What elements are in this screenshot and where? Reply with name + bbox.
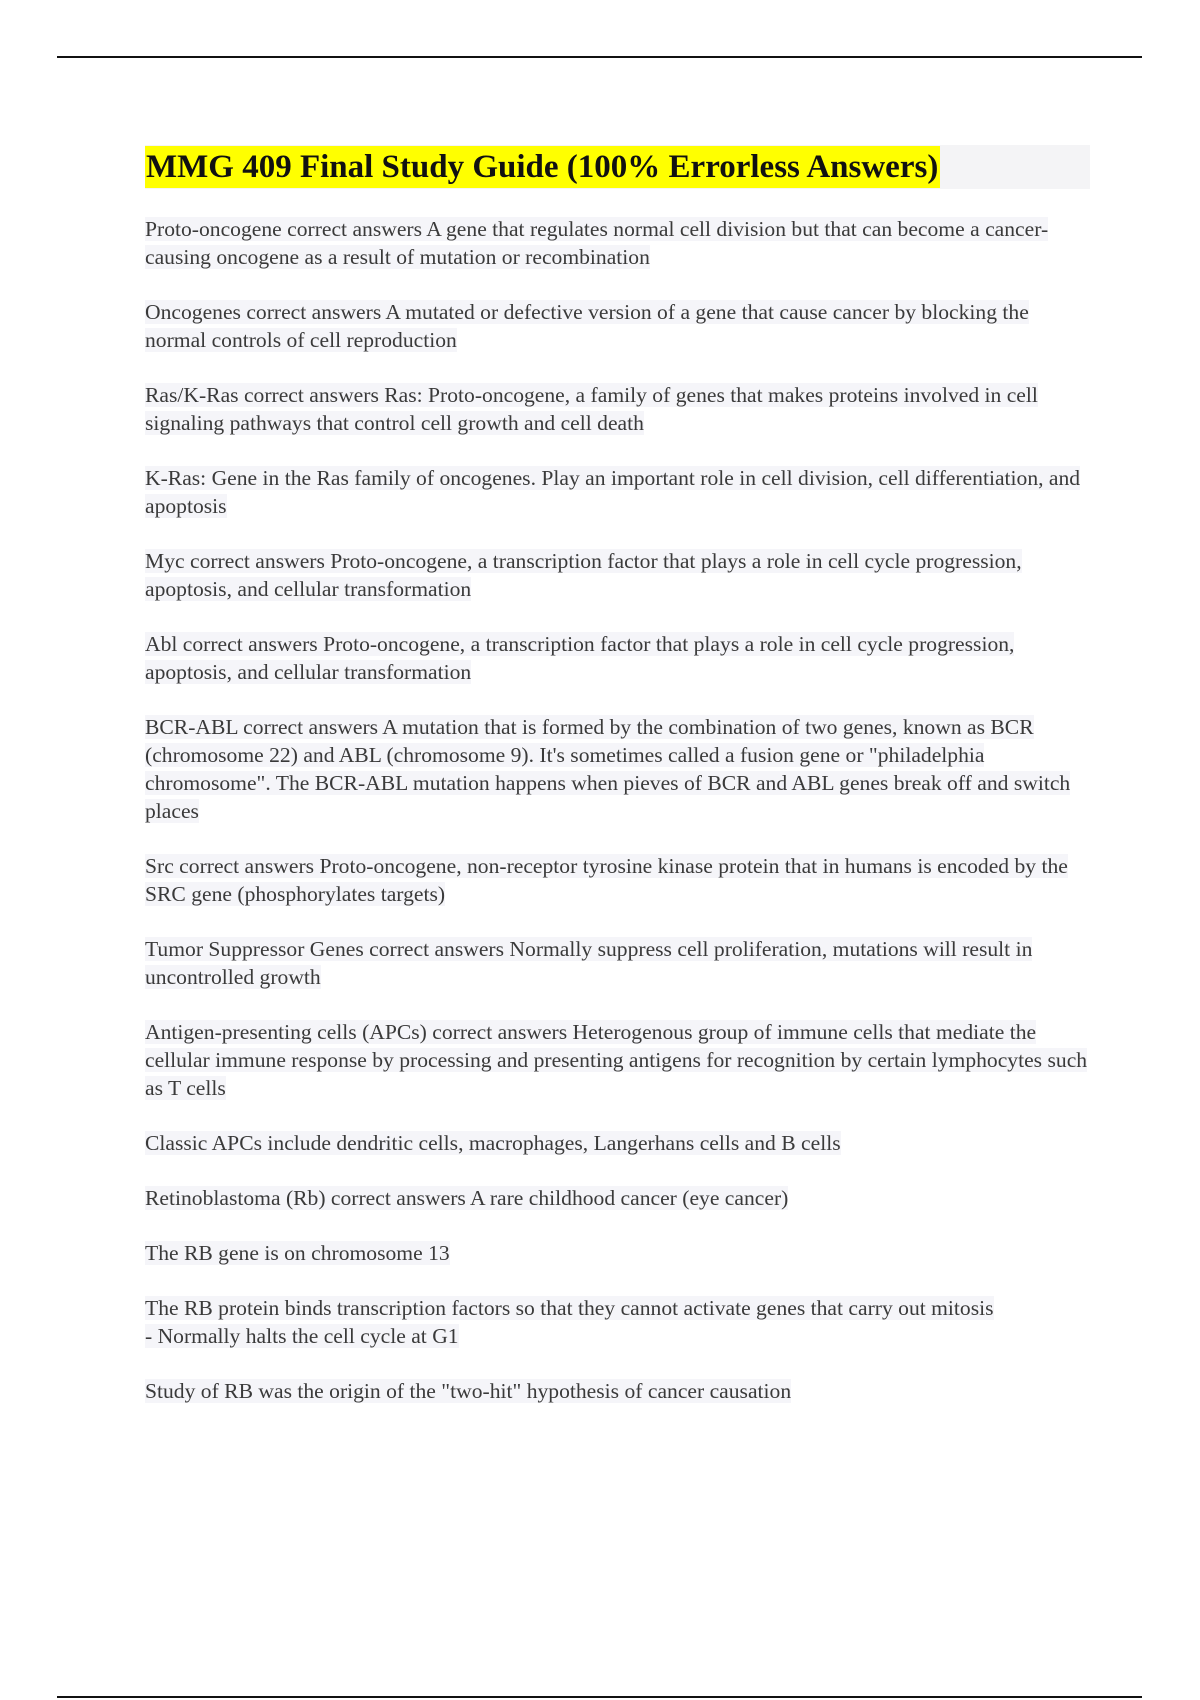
- entry-tumor-suppressor: [145, 935, 1090, 991]
- entry-abl: [145, 630, 1090, 686]
- entry-text: Antigen-presenting cells (APCs) correct answers Heterogenous group of immune cells that mediate the cellular immune response by processing and presenting antigens for recognition by certain lymphocytes such as T cells: [145, 1020, 1088, 1100]
- entry-list: [145, 215, 1090, 1405]
- entry-proto-oncogene: [145, 215, 1090, 271]
- entry-text: Abl correct answers Proto-oncogene, a transcription factor that plays a role in cell cycle progression, apoptosis, and cellular transformation: [145, 632, 1015, 684]
- entry-text: BCR-ABL correct answers A mutation that is formed by the combination of two genes, known as BCR (chromosome 22) and ABL (chromosome 9). It's sometimes called a fusion gene or "philadelphia chromosome". The BCR-ABL mutation happens when pieves of BCR and ABL genes break off and switch places: [145, 715, 1071, 823]
- entry-k-ras: [145, 464, 1090, 520]
- entry-text: Study of RB was the origin of the "two-hit" hypothesis of cancer causation: [145, 1379, 792, 1403]
- entry-rb-gene: [145, 1239, 1090, 1267]
- entry-text: Tumor Suppressor Genes correct answers Normally suppress cell proliferation, mutations will result in uncontrolled growth: [145, 937, 1033, 989]
- title-band: [145, 145, 1090, 189]
- entry-ras: [145, 381, 1090, 437]
- entry-apcs: [145, 1018, 1090, 1102]
- entry-text: Myc correct answers Proto-oncogene, a transcription factor that plays a role in cell cycle progression, apoptosis, and cellular transformation: [145, 549, 1022, 601]
- entry-myc: [145, 547, 1090, 603]
- entry-retinoblastoma: [145, 1184, 1090, 1212]
- entry-text: Oncogenes correct answers A mutated or defective version of a gene that cause cancer by blocking the normal controls of cell reproduction: [145, 300, 1029, 352]
- entry-text: Src correct answers Proto-oncogene, non-receptor tyrosine kinase protein that in humans is encoded by the SRC gene (phosphorylates targets): [145, 854, 1068, 906]
- entry-two-hit: [145, 1377, 1090, 1405]
- entry-text: Proto-oncogene correct answers A gene that regulates normal cell division but that can become a cancer-causing oncogene as a result of mutation or recombination: [145, 217, 1049, 269]
- entry-classic-apcs: [145, 1129, 1090, 1157]
- entry-oncogenes: [145, 298, 1090, 354]
- entry-text: Classic APCs include dendritic cells, macrophages, Langerhans cells and B cells: [145, 1131, 841, 1155]
- entry-src: [145, 852, 1090, 908]
- entry-bcr-abl: [145, 713, 1090, 825]
- entry-text: The RB gene is on chromosome 13: [145, 1241, 450, 1265]
- document-title: MMG 409 Final Study Guide (100% Errorless Answers): [145, 146, 940, 188]
- page-top-rule: [57, 56, 1142, 58]
- entry-text: Ras/K-Ras correct answers Ras: Proto-oncogene, a family of genes that makes proteins involved in cell signaling pathways that control cell growth and cell death: [145, 383, 1038, 435]
- page-bottom-rule: [57, 1696, 1142, 1698]
- entry-rb-protein: [145, 1294, 1090, 1350]
- document-body: [145, 145, 1090, 1432]
- entry-text: K-Ras: Gene in the Ras family of oncogenes. Play an important role in cell division, cell differentiation, and apoptosis: [145, 466, 1081, 518]
- entry-text: The RB protein binds transcription factors so that they cannot activate genes that carry out mitosis - Normally halts the cell cycle at G1: [145, 1296, 994, 1348]
- entry-text: Retinoblastoma (Rb) correct answers A rare childhood cancer (eye cancer): [145, 1186, 789, 1210]
